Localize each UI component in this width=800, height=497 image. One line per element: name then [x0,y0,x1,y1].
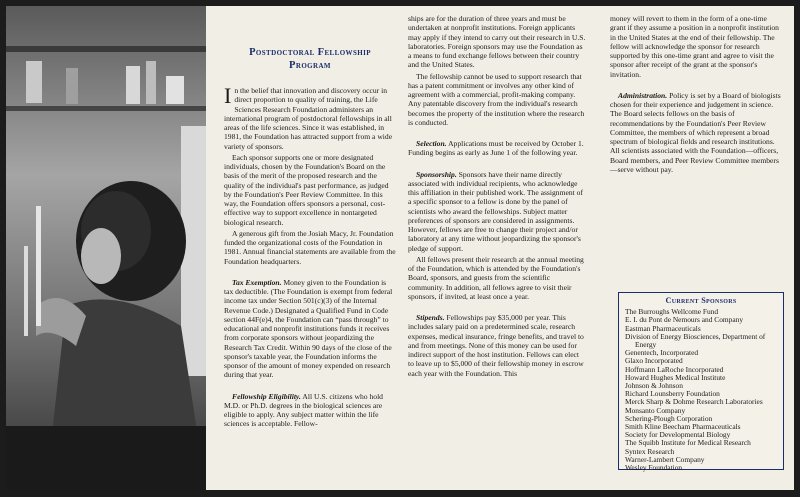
sponsor-item: The Burroughs Wellcome Fund [625,307,719,317]
sponsor-item: Smith Kline Beecham Pharmaceuticals [625,422,741,432]
eligibility-text: All U.S. citizens who hold M.D. or Ph.D. degrees in the biological sciences are eligible to apply. Any subject matter within the life sciences is acceptable. Fellow- [224,391,383,429]
sponsor-support-paragraph: Each sponsor supports one or more designated individuals, chosen by the Foundation's Board on the basis of the merit of the proposed research and the quality of the individual's past performance, as judged by the Foundation's Peer Review Committee. In this way, the Foundation offers sponsors a personal, cost-effective way to support excellence in nontargeted biological research. [224,152,389,227]
stipends-heading: Stipends. [416,313,445,322]
sponsor-item: Warner-Lambert Company [625,454,705,464]
sponsorship-heading: Sponsorship. [416,169,457,179]
title-line-1: Postdoctoral Fellowship [249,47,371,58]
title-line-2: Program [289,60,331,71]
intro-paragraph [224,83,396,151]
sponsor-item: Wesley Foundation [625,463,683,473]
administration-paragraph [610,91,782,174]
tax-exemption-text: Money given to the Foundation is tax deductible. (The Foundation is exempt from federal income tax under Section 501(c)(3) of the Internal Revenue Code.) Designated a Qualified Fund in Code section 44F(e)4, the Foundation can “pass through” to educational and nonprofit institutions funds it receives from corporate sponsors without jeopardizing the Research Tax Credit. Within 90 days of the close of the sponsor's taxable year, the Foundation informs the sponsor of the amount of money expended on research during that year. [224,277,393,380]
sponsor-item: Richard Lounsberry Foundation [625,389,720,399]
sponsorship-text: Sponsors have their name directly associated with individual recipients, who acknowledge this affiliation in their published work. The assignment of a specific sponsor to a fellow is done by the panel of scientists who award the fellowships. Subject matter preferences of sponsors are considered in assignments. However, fellows are free to change their project and/or laboratory at any time without jeopardizing the sponsor's pledge of support. [408,169,583,253]
sponsorship-paragraph [408,170,586,253]
duration-paragraph: ships are for the duration of three years and must be undertaken at nonprofit institutions. Foreign applicants may apply if they intend to carry out their research in U.S. laboratories. Foreign sponsors may use the Foundation as a means to fund exchange fellows between their country and the United States. [408,14,586,70]
sponsor-item: The Squibb Institute for Medical Research [625,438,751,448]
stipends-paragraph [408,313,586,378]
sponsor-item: E. I. du Pont de Nemours and Company [625,315,744,325]
sponsor-item: Johnson & Johnson [625,381,683,391]
tax-exemption-heading: Tax Exemption. [232,277,282,287]
sponsor-item: Glaxo Incorporated [625,356,683,366]
sponsor-item: Monsanto Company [625,405,686,415]
tax-exemption-paragraph [224,278,396,380]
current-sponsors-box [618,292,784,473]
sponsor-item: Eastman Pharmaceuticals [625,323,701,333]
selection-heading: Selection. [416,139,447,148]
sponsor-item: Society for Developmental Biology [625,430,731,440]
page-title [224,46,396,72]
annual-meeting-paragraph: All fellows present their research at the annual meeting of the Foundation, which is attended by the Foundation's Board, sponsors, and guests from the scientific community. In addition, all fellows agree to visit their sponsors, if invited, at least once a year. [408,254,584,301]
column-3 [610,14,782,176]
selection-paragraph [408,139,586,158]
sponsor-item-continued: Energy [635,340,657,350]
sponsor-item: Merck Sharp & Dohme Research Laboratories [625,397,763,407]
drop-cap: I [224,83,232,108]
administration-text: Policy is set by a Board of biologists chosen for their experience and judgement in science. The Board selects fellows on the basis of recommendations by the Foundation's Peer Review Committee, the members of which represent a broad spectrum of biological fields and research institutions. All scientists associated with the Foundation—officers, Board members, and Peer Review Committee members—serve without pay. [610,90,781,174]
sponsor-item: Division of Energy Biosciences, Department of [625,331,766,341]
brochure-page [6,6,794,490]
sponsor-item: Hoffmann LaRoche Incorporated [625,364,724,374]
sponsor-item: Syntex Research [625,446,675,456]
macy-gift-paragraph: A generous gift from the Josiah Macy, Jr. Foundation funded the organizational costs of the Foundation in 1981. Annual financial statements are available from the Foundation headquarters. [224,228,396,266]
intro-text: n the belief that innovation and discovery occur in direct proportion to quality of training, the Life Sciences Research Foundation administers an international program of postdoctoral fellowships in all areas of the life sciences. Since it was established, in 1981, the Foundation has attracted support from a wide variety of sponsors. [224,86,393,151]
administration-heading: Administration. [618,90,668,100]
selection-text: Applications must be received by October 1. Funding begins as early as June 1 of the following year. [408,139,584,158]
column-1 [224,14,396,431]
patent-paragraph: The fellowship cannot be used to support research that has a patent commitment or involves any other kind of agreement with a commercial, profit-making company. Any patentable discovery from the individual's research becomes the property of the institution where the research is conducted. [408,71,585,127]
sponsors-heading: Current Sponsors [665,296,737,305]
eligibility-heading: Fellowship Eligibility. [232,391,301,401]
sponsor-item: Schering-Plough Corporation [625,413,713,423]
lab-photo-illustration [6,6,206,490]
column-2 [408,14,586,380]
sponsor-item: Howard Hughes Medical Institute [625,372,726,382]
scientist-photo [6,6,206,490]
eligibility-paragraph [224,392,396,429]
escrow-paragraph: money will revert to them in the form of a one-time grant if they assume a position in a nonprofit institution in the United States at the end of their fellowship. The fellow will acknowledge the sponsor for research supported by this one-time grant and agree to visit the sponsor after receipt of the grant at the sponsor's invitation. [610,14,779,79]
stipends-text: Fellowships pay $35,000 per year. This includes salary paid on a predetermined scale, research expenses, medical insurance, fringe benefits, and travel to and from meetings. None of this money can be used for indirect support of the host institution. Fellows can elect to leave up to $5,000 of their fellowship money in escrow each year with the Foundation. This [408,313,584,378]
sponsor-item: Genentech, Incorporated [625,348,699,358]
